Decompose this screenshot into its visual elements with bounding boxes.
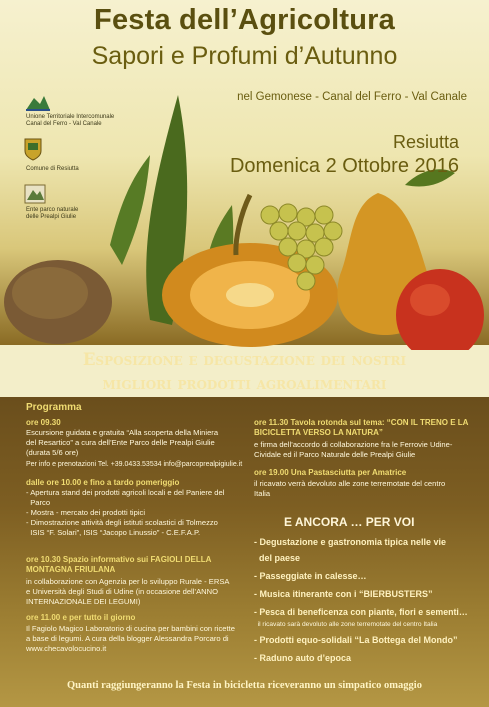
left-item-1-line-3: (durata 5/6 ore) [26,448,79,457]
left-item-3-line-2: e Università degli Studi di Udine (in occasione dell’ANNO [26,587,219,596]
right-item-2-time: ore 19.00 Una Pastasciutta per Amatrice [254,468,407,477]
poster-subtitle: Sapori e Profumi d’Autunno [91,42,398,70]
right-item-2-line-1: il ricavato verrà devoluto alle zone terremotate del centro [254,479,446,488]
left-item-2-line-2: Parco [26,498,51,507]
left-item-4-line-3: www.checavolocucino.it [26,644,107,653]
left-item-2-line-4: - Dimostrazione attività degli istituti scolastici di Tolmezzo [26,518,218,527]
right-item-2-line-2: Italia [254,489,271,498]
ancora-item-5: - Prodotti equo-solidali “La Bottega del Mondo” [254,635,458,645]
ancora-heading: E ANCORA … PER VOI [284,515,415,529]
left-item-4-line-1: Il Fagiolo Magico Laboratorio di cucina per bambini con ricette [26,624,235,633]
coat-of-arms-icon [24,137,42,161]
event-place: Resiutta [392,132,459,152]
right-item-1-line-2: Cividale ed il Parco Naturale delle Prealpi Giulie [254,450,416,459]
poster-title: Festa dell’Agricoltura [94,4,395,36]
logo-label-comune: Comune di Resiutta [26,166,79,172]
left-item-1-line-4: Per info e prenotazioni Tel. +39.0433.53534 info@parcoprealpigiulie.it [26,461,243,468]
left-item-2-line-5: ISIS “F. Solari”, ISIS “Jacopo Linussio” - C.E.F.A.P. [26,528,201,537]
banner-line-2: migliori prodotti agroalimentari [102,374,387,393]
left-item-4-line-2: a base di legumi. A cura della blogger Alessandra Porcaro di [26,634,229,643]
ancora-item-6: - Raduno auto d’epoca [254,653,352,663]
parco-logo-icon [24,184,46,204]
ancora-item-1-cont: del paese [254,553,301,563]
left-item-2-time: dalle ore 10.00 e fino a tardo pomeriggio [26,478,180,487]
left-item-3-line-3: INTERNAZIONALE DEI LEGUMI) [26,597,141,606]
region-line: nel Gemonese - Canal del Ferro - Val Canale [237,91,467,103]
ancora-item-4-note: il ricavato sarà devoluto alle zone terremotate del centro Italia [254,621,438,628]
right-item-1-line-1: e firma dell’accordo di collaborazione fra le Ferrovie Udine- [254,440,453,449]
left-item-1-line-1: Escursione guidata e gratuita “Alla scoperta della Miniera [26,428,219,437]
left-item-4-time: ore 11.00 e per tutto il giorno [26,613,136,622]
left-item-2-line-1: - Apertura stand dei prodotti agricoli locali e del Paniere del [26,488,225,497]
logo-label-parco: Ente parco naturale delle Prealpi Giulie [26,207,79,220]
ancora-item-3: - Musica itinerante con i “BIERBUSTERS” [254,589,433,599]
logo-label-uti: Unione Territoriale Intercomunale Canal del Ferro - Val Canale [26,114,115,127]
footer-text: Quanti raggiungeranno la Festa in bicicletta riceveranno un simpatico omaggio [67,680,422,691]
left-item-1-time: ore 09.30 [26,418,61,427]
ancora-item-2: - Passeggiate in calesse… [254,571,367,581]
ancora-item-4: - Pesca di beneficenza con piante, fiori e sementi… [254,607,468,617]
left-item-1-line-2: del Resartico” a cura dell’Ente Parco delle Prealpi Giulie [26,438,215,447]
left-item-2-line-3: - Mostra - mercato dei prodotti tipici [26,508,146,517]
ancora-item-1: - Degustazione e gastronomia tipica nelle vie [254,537,447,547]
uti-logo-icon [24,92,52,112]
left-item-3-line-1: in collaborazione con Agenzia per lo sviluppo Rurale - ERSA [26,577,230,586]
banner-line-1: Esposizione e degustazione dei nostri [82,350,407,369]
left-item-3-time: ore 10.30 Spazio informativo sui FAGIOLI DELLA MONTAGNA FRIULANA [26,555,212,574]
right-item-1-time: ore 11.30 Tavola rotonda sul tema: “CON IL TRENO E LA BICICLETTA VERSO LA NATURA” [254,418,469,437]
event-date: Domenica 2 Ottobre 2016 [229,155,459,177]
program-heading: Programma [26,402,82,413]
